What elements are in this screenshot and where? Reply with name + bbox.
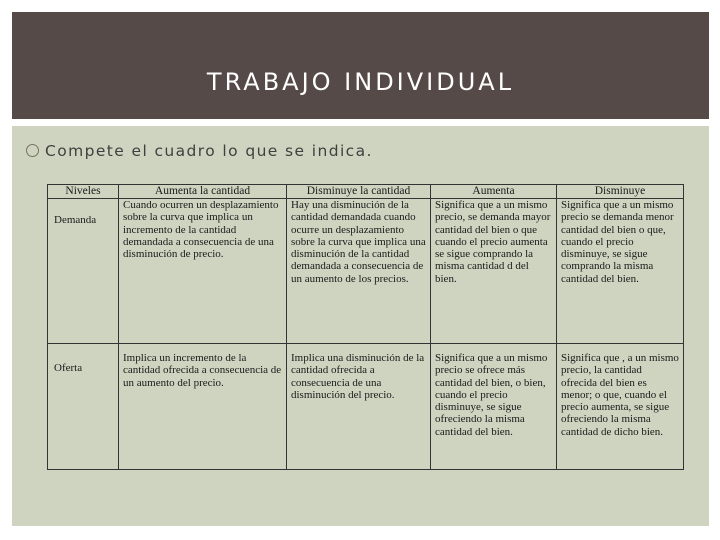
bullet-circle-icon	[26, 144, 39, 157]
table-row	[48, 344, 684, 470]
table-row	[48, 199, 684, 344]
instruction-text: Compete el cuadro lo que se indica.	[45, 142, 373, 160]
table-header-row	[48, 185, 684, 199]
header-aumenta-cantidad: Aumenta la cantidad	[119, 185, 287, 199]
comparison-table	[47, 184, 684, 470]
title-banner	[12, 12, 709, 119]
header-disminuye-cantidad: Disminuye la cantidad	[287, 185, 431, 199]
nivel-label: Demanda	[54, 214, 97, 226]
cell-nivel	[48, 199, 119, 344]
cell-disminuye-cantidad: Implica una disminución de la cantidad ofrecida a consecuencia de una disminución del precio.	[287, 344, 431, 470]
cell-disminuye: Significa que a un mismo precio se demanda menor cantidad del bien o que, cuando el precio disminuye, se sigue comprando la misma cantidad del bien.	[557, 199, 684, 344]
cell-disminuye: Significa que , a un mismo precio, la cantidad ofrecida del bien es menor; o que, cuando el precio aumenta, se sigue ofreciendo la misma cantidad de dicho bien.	[557, 344, 684, 470]
slide-title: TRABAJO INDIVIDUAL	[206, 68, 515, 96]
nivel-label: Oferta	[54, 362, 83, 374]
header-aumenta: Aumenta	[431, 185, 557, 199]
cell-aumenta-cantidad: Cuando ocurren un desplazamiento sobre la curva que implica un incremento de la cantidad demandada a consecuencia de una disminución de precio.	[119, 199, 287, 344]
cell-aumenta: Significa que a un mismo precio se ofrece más cantidad del bien, o bien, cuando el precio disminuye, se sigue ofreciendo la misma cantidad del bien.	[431, 344, 557, 470]
slide-content	[12, 126, 709, 526]
cell-nivel	[48, 344, 119, 470]
header-niveles: Niveles	[48, 185, 119, 199]
cell-disminuye-cantidad: Hay una disminución de la cantidad demandada cuando ocurre un desplazamiento sobre la curva que implica una disminución de la cantidad demandada a consecuencia de un aumento de los precios.	[287, 199, 431, 344]
header-disminuye: Disminuye	[557, 185, 684, 199]
instruction-line	[46, 142, 373, 160]
cell-aumenta: Significa que a un mismo precio, se demanda mayor cantidad del bien o que cuando el precio aumenta se sigue comprando la misma cantidad d del bien.	[431, 199, 557, 344]
cell-aumenta-cantidad: Implica un incremento de la cantidad ofrecida a consecuencia de un aumento del precio.	[119, 344, 287, 470]
